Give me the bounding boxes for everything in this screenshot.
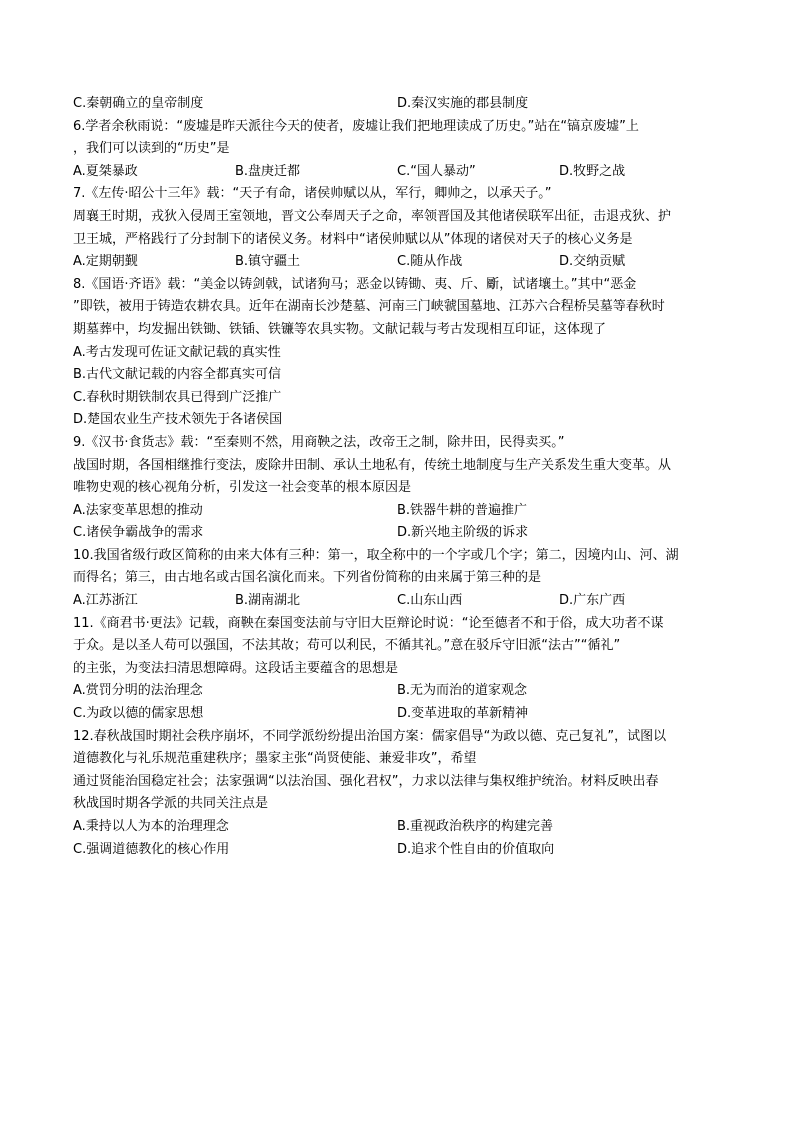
q12-options-row-1 [73,816,723,839]
q12-stem-line: 秋战国时期各学派的共同关注点是 [73,796,269,812]
q6-stem-line: 6.学者余秋雨说：“废墟是昨天派往今天的使者，废墟让我们把地理读成了历史。”站在“镐京废墟”上 [73,118,639,134]
q6-options [73,161,723,184]
q8-stem-line: 8.《国语·齐语》载：“美金以铸剑戟，试诸狗马；恶金以铸锄、夷、斤、斸，试诸壤土。”其中“恶金 [73,276,637,292]
q7-stem-line: 卫王城，严格践行了分封制下的诸侯义务。材料中“诸侯帅赋以从”体现的诸侯对天子的核心义务是 [73,231,633,247]
q9-options-row-2 [73,522,723,545]
q11-options-row-1 [73,680,723,703]
q8-stem-line: ”即铁，被用于铸造农耕农具。近年在湖南长沙楚墓、河南三门峡虢国墓地、江苏六合程桥吴墓等春秋时 [73,299,665,315]
q10-stem-line: 而得名；第三，由古地名或古国名演化而来。下列省份简称的由来属于第三种的是 [73,570,542,586]
q7-option-c[interactable]: C.随从作战 [397,254,463,270]
q12-option-a[interactable]: A.秉持以人为本的治理理念 [73,819,229,834]
q9-stem-line: 唯物史观的核心视角分析，引发这一社会变革的根本原因是 [73,480,412,496]
q11-option-c[interactable]: C.为政以德的儒家思想 [73,706,204,722]
q11-option-d[interactable]: D.变革进取的革新精神 [397,706,529,722]
q12-option-c[interactable]: C.强调道德教化的核心作用 [73,841,230,857]
q8-option-a[interactable]: A.考古发现可佐证文献记载的真实性 [73,344,281,360]
q12-options-row-2 [73,839,723,862]
q6-option-a[interactable]: A.夏桀暴政 [73,163,138,179]
q12-option-d[interactable]: D.追求个性自由的价值取向 [397,841,555,857]
q9-option-b[interactable]: B.铁器牛耕的普遍推广 [397,502,528,518]
q5-options-tail [73,93,723,116]
question-12 [73,726,723,862]
q11-options-row-2 [73,703,723,726]
q8-option-b[interactable]: B.古代文献记载的内容全都真实可信 [73,367,282,383]
q8-stem-line: 期墓葬中，均发掘出铁锄、铁锸、铁镰等农具实物。文献记载与考古发现相互印证，这体现了 [73,321,607,337]
q7-stem-line: 7.《左传·昭公十三年》载：“天子有命，诸侯帅赋以从，军行，卿帅之，以承天子。” [73,186,552,202]
question-9 [73,432,723,545]
question-10 [73,545,723,613]
q5-option-c[interactable]: C.秦朝确立的皇帝制度 [73,96,204,111]
q8-option-c[interactable]: C.春秋时期铁制农具已得到广泛推广 [73,389,282,405]
q11-option-a[interactable]: A.赏罚分明的法治理念 [73,683,203,699]
q6-option-c[interactable]: C.“国人暴动” [397,163,476,179]
question-6 [73,116,723,184]
q11-stem-line: 11.《商君书·更法》记载，商鞅在秦国变法前与守旧大臣辩论时说：“论至德者不和于俗，成大功者不谋 [73,615,664,631]
question-11 [73,613,723,726]
q9-stem-line: 9.《汉书·食货志》载：“至秦则不然，用商鞅之法，改帝王之制，除井田，民得卖买。” [73,434,565,450]
q10-options [73,590,723,613]
q7-option-d[interactable]: D.交纳贡赋 [559,254,626,270]
q9-option-d[interactable]: D.新兴地主阶级的诉求 [397,525,529,541]
question-8 [73,274,723,432]
q7-options [73,251,723,274]
q5-option-d[interactable]: D.秦汉实施的郡县制度 [397,96,529,111]
q9-stem-line: 战国时期，各国相继推行变法，废除井田制、承认土地私有，传统土地制度与生产关系发生重大变革。从 [73,457,672,473]
q10-option-c[interactable]: C.山东山西 [397,593,463,609]
q10-option-d[interactable]: D.广东广西 [559,593,626,609]
q12-stem-line: 通过贤能治国稳定社会；法家强调“以法治国、强化君权”，力求以法律与集权维护统治。材料反映出春 [73,773,659,789]
q8-option-d[interactable]: D.楚国农业生产技术领先于各诸侯国 [73,412,283,428]
q10-option-a[interactable]: A.江苏浙江 [73,593,138,609]
q12-option-b[interactable]: B.重视政治秩序的构建完善 [397,819,554,834]
q7-stem-line: 周襄王时期，戎狄入侵周王室领地，晋文公奉周天子之命，率领晋国及其他诸侯联军出征，击退戎狄、护 [73,208,672,224]
q10-stem-line: 10.我国省级行政区简称的由来大体有三种：第一，取全称中的一个字或几个字；第二，因境内山、河、湖 [73,547,679,563]
q9-options-row-1 [73,500,723,523]
q12-stem-line: 12.春秋战国时期社会秩序崩坏，不同学派纷纷提出治国方案：儒家倡导“为政以德、克己复礼”，试图以 [73,728,667,744]
q6-option-d[interactable]: D.牧野之战 [559,163,626,179]
q9-option-c[interactable]: C.诸侯争霸战争的需求 [73,525,204,541]
q11-option-b[interactable]: B.无为而治的道家观念 [397,683,528,699]
question-7 [73,183,723,273]
q7-option-b[interactable]: B.镇守疆土 [235,254,301,270]
q12-stem-line: 道德教化与礼乐规范重建秩序；墨家主张“尚贤使能、兼爱非攻”，希望 [73,751,477,767]
q11-stem-line: 于众。是以圣人苟可以强国，不法其故；苟可以利民，不循其礼。”意在驳斥守旧派“法古”“循礼” [73,638,621,654]
q6-stem-line: ，我们可以读到的“历史”是 [73,141,230,157]
q6-option-b[interactable]: B.盘庚迁都 [235,163,301,179]
exam-content [73,93,723,861]
q11-stem-line: 的主张，为变法扫清思想障碍。这段话主要蕴含的思想是 [73,660,399,676]
q9-option-a[interactable]: A.法家变革思想的推动 [73,502,203,518]
q10-option-b[interactable]: B.湖南湖北 [235,593,301,609]
q7-option-a[interactable]: A.定期朝觐 [73,254,138,270]
